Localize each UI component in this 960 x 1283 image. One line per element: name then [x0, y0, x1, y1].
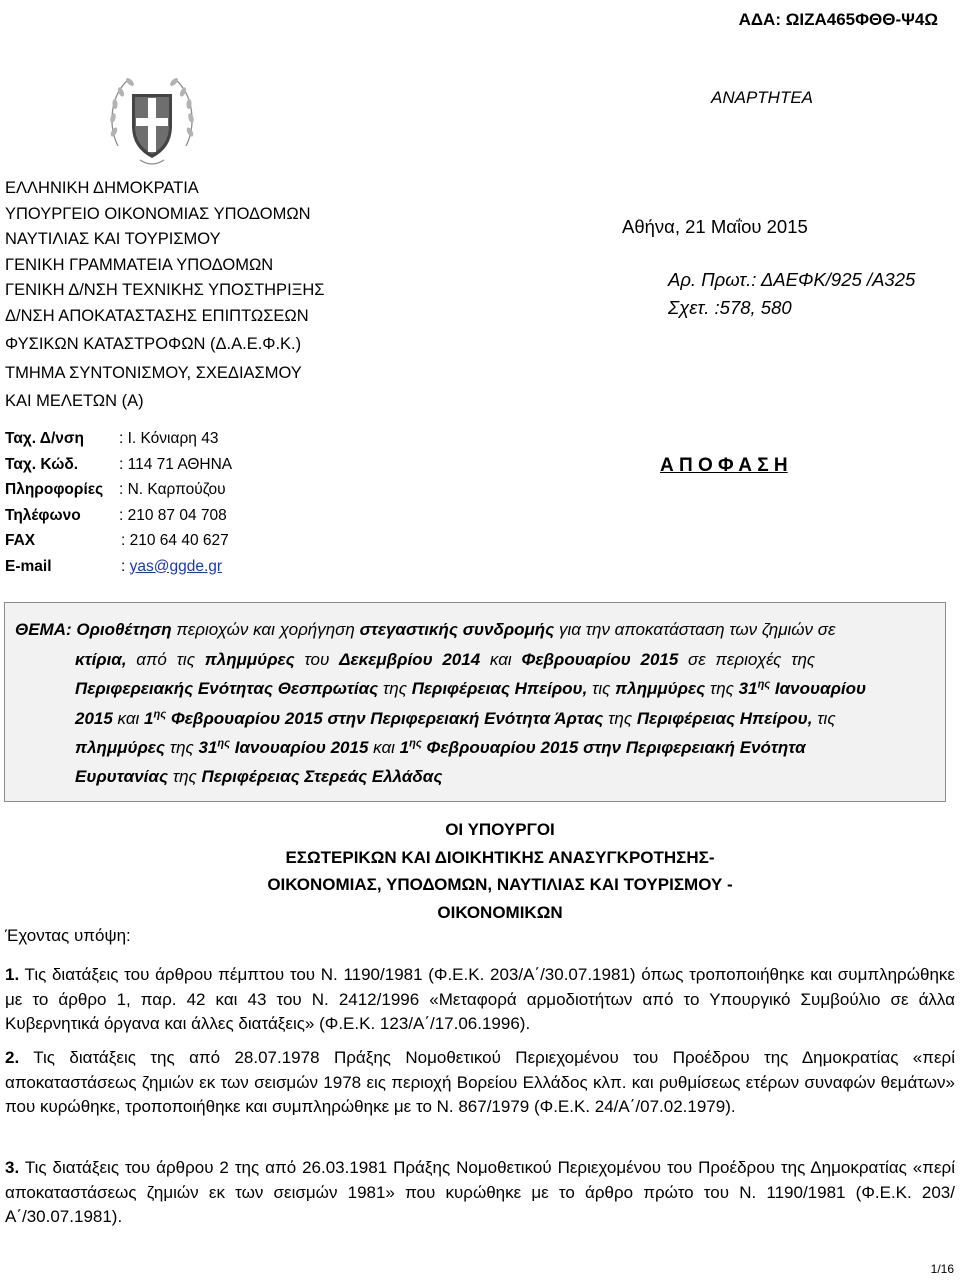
contact-label: Πληροφορίες [5, 481, 104, 498]
item-number: 2. [5, 1048, 20, 1067]
subject-segment: 1 [399, 738, 410, 757]
considering-item-3 [5, 1156, 955, 1230]
subject-segment: ΘΕΜΑ: Οριοθέτηση [15, 620, 172, 639]
subject-segment: από τις [126, 650, 205, 669]
contact-label: FAX [5, 532, 36, 549]
greek-coat-of-arms-emblem [104, 66, 200, 172]
email-prefix: : [121, 557, 126, 575]
item-text: Τις διατάξεις του άρθρου πέμπτου του Ν. 1190/1981 (Φ.Ε.Κ. 203/Α΄/30.07.1981) όπως τροποποιήθηκε και συμπληρώθηκε με το άρθρο 1, παρ. 42 και 43 του Ν. 2412/1996 «Μεταφορά αρμοδιοτήτων από το Υπουργικό Συμβούλιο σε άλλα Κυβερνητικά όργανα και άλλες διατάξεις» (Φ.Ε.Κ. 123/Α΄/17.06.1996). [5, 965, 955, 1033]
considering-item-1 [5, 963, 955, 1037]
page-number: 1/16 [930, 1262, 954, 1276]
reference-block [668, 266, 915, 322]
subject-segment: και [112, 709, 145, 728]
subject-segment: τις [587, 679, 616, 698]
subject-line [75, 650, 815, 670]
subject-segment: του [294, 650, 340, 669]
ministers-heading [240, 816, 760, 926]
subject-line [75, 679, 866, 699]
issuer-header [5, 176, 325, 415]
subject-segment: Φεβρουαρίου 2015 [521, 650, 679, 669]
contact-label: Ταχ. Δ/νση [5, 430, 84, 447]
item-number: 3. [5, 1158, 20, 1177]
item-text: Τις διατάξεις του άρθρου 2 της από 26.03.1981 Πράξης Νομοθετικού Περιεχομένου του Προέδρου της Δημοκρατίας «περί αποκαταστάσεως ζημιών εκ των σεισμών 1981» που κυρώθηκε με το άρθρο πρώτο του Ν. 1190/1981 (Φ.Ε.Κ. 203/Α΄/30.07.1981). [5, 1158, 955, 1226]
subject-segment: Περιφέρειας Ηπείρου, [411, 679, 588, 698]
subject-box [4, 602, 946, 802]
document-title: Α Π Ο Φ Α Σ Η [660, 455, 788, 476]
subject-segment: της [378, 679, 412, 698]
subject-line [15, 620, 835, 640]
contact-value: : 210 64 40 627 [121, 532, 229, 549]
considering-item-2 [5, 1046, 955, 1120]
header-line: ΓΕΝΙΚΗ Δ/ΝΣΗ ΤΕΧΝΙΚΗΣ ΥΠΟΣΤΗΡΙΞΗΣ [5, 281, 325, 299]
subject-superscript: ης [757, 678, 771, 691]
header-line: ΤΜΗΜΑ ΣΥΝΤΟΝΙΣΜΟΥ, ΣΧΕΔΙΑΣΜΟΥ [5, 363, 302, 382]
subject-line [75, 709, 836, 729]
item-number: 1. [5, 965, 20, 984]
subject-segment: σε περιοχές της [678, 650, 816, 669]
subject-segment: Ιανουαρίου [770, 679, 867, 698]
ministers-line: ΟΙ ΥΠΟΥΡΓΟΙ [445, 820, 555, 839]
contact-value: : Ν. Καρπούζου [119, 481, 226, 498]
ministers-line: ΟΙΚΟΝΟΜΙΑΣ, ΥΠΟΔΟΜΩΝ, ΝΑΥΤΙΛΙΑΣ ΚΑΙ ΤΟΥΡΙΣΜΟΥ - [267, 875, 733, 894]
subject-segment: Φεβρουαρίου 2015 στην Περιφερειακή Ενότητα [421, 738, 806, 757]
header-line: ΚΑΙ ΜΕΛΕΤΩΝ (Α) [5, 392, 144, 410]
subject-segment: πλημμύρες [75, 738, 165, 757]
ministers-line: ΕΣΩΤΕΡΙΚΩΝ ΚΑΙ ΔΙΟΙΚΗΤΙΚΗΣ ΑΝΑΣΥΓΚΡΟΤΗΣΗΣ- [285, 847, 715, 867]
header-line: ΕΛΛΗΝΙΚΗ ΔΗΜΟΚΡΑΤΙΑ [5, 179, 199, 197]
subject-segment: πλημμύρες [204, 650, 295, 669]
header-line: ΥΠΟΥΡΓΕΙΟ ΟΙΚΟΝΟΜΙΑΣ ΥΠΟΔΟΜΩΝ [5, 204, 311, 223]
subject-segment: Ευρυτανίας [75, 767, 168, 786]
header-line: ΝΑΥΤΙΛΙΑΣ ΚΑΙ ΤΟΥΡΙΣΜΟΥ [5, 230, 221, 248]
subject-line [75, 767, 442, 787]
subject-segment: της [705, 679, 739, 698]
subject-segment: στεγαστικής συνδρομής [359, 620, 555, 639]
subject-line [75, 738, 806, 758]
subject-segment: Περιφέρειας Στερεάς Ελλάδας [201, 767, 443, 786]
related-refs: Σχετ. :578, 580 [668, 297, 792, 318]
place-date: Αθήνα, 21 Μαΐου 2015 [622, 216, 808, 237]
protocol-number: Αρ. Πρωτ.: ΔΑΕΦΚ/925 /Α325 [668, 269, 916, 290]
ada-code: ΑΔΑ: ΩΙΖΑ465ΦΘΘ-Ψ4Ω [738, 10, 938, 29]
subject-segment: και [368, 738, 400, 757]
subject-segment: 2015 [75, 709, 113, 728]
subject-segment: Δεκεμβρίου 2014 [339, 650, 481, 669]
subject-superscript: ης [217, 737, 230, 750]
subject-segment: Περιφέρειας Ηπείρου, [636, 709, 813, 728]
contact-value: : 210 87 04 708 [119, 506, 227, 524]
subject-superscript: ης [153, 708, 167, 721]
header-line: ΓΕΝΙΚΗ ΓΡΑΜΜΑΤΕΙΑ ΥΠΟΔΟΜΩΝ [5, 255, 274, 274]
subject-segment: 31 [198, 738, 218, 757]
contact-value: : 114 71 ΑΘΗΝΑ [119, 455, 233, 473]
subject-segment: Ιανουαρίου 2015 [230, 738, 369, 757]
subject-superscript: ης [409, 737, 422, 750]
header-line: ΦΥΣΙΚΩΝ ΚΑΤΑΣΤΡΟΦΩΝ (Δ.Α.Ε.Φ.Κ.) [5, 335, 302, 353]
subject-segment: για την αποκατάσταση των ζημιών σε [554, 620, 836, 639]
subject-segment: 1 [144, 709, 154, 728]
ministers-line: ΟΙΚΟΝΟΜΙΚΩΝ [437, 902, 563, 922]
subject-segment: και [480, 650, 522, 669]
subject-segment: Περιφερειακής Ενότητας Θεσπρωτίας [75, 679, 379, 698]
subject-segment: της [603, 709, 637, 728]
subject-segment: Φεβρουαρίου 2015 στην Περιφερειακή Ενότητα Άρτας [166, 709, 604, 728]
contact-label: E-mail [5, 557, 52, 575]
subject-segment: της [168, 767, 202, 786]
contact-value: : Ι. Κόνιαρη 43 [119, 430, 219, 447]
subject-segment: 31 [738, 679, 758, 698]
posting-label: ΑΝΑΡΤΗΤΕΑ [711, 88, 814, 107]
email-link[interactable]: yas@ggde.gr [129, 557, 223, 575]
subject-segment: περιοχών και χορήγηση [171, 620, 360, 639]
subject-segment: πλημμύρες [615, 679, 706, 698]
contact-value [121, 554, 222, 580]
item-text: Τις διατάξεις της από 28.07.1978 Πράξης Νομοθετικού Περιεχομένου του Προέδρου της Δημοκρατίας «περί αποκαταστάσεως ζημιών εκ των σεισμών 1978 εις περιοχή Βορείου Ελλάδος κλπ. και ρυθμίσεως ετέρων συναφών θεμάτων» που κυρώθηκε, τροποποιήθηκε και συμπληρώθηκε με το Ν. 867/1979 (Φ.Ε.Κ. 24/Α΄/07.02.1979). [5, 1048, 955, 1116]
subject-segment: κτίρια, [75, 650, 127, 669]
subject-segment: της [164, 738, 199, 757]
considering-label: Έχοντας υπόψη: [5, 926, 131, 945]
contact-label: Τηλέφωνο [5, 506, 81, 524]
header-line: Δ/ΝΣΗ ΑΠΟΚΑΤΑΣΤΑΣΗΣ ΕΠΙΠΤΩΣΕΩΝ [5, 306, 309, 325]
contact-label: Ταχ. Κώδ. [5, 455, 79, 473]
subject-segment: τις [812, 709, 836, 728]
